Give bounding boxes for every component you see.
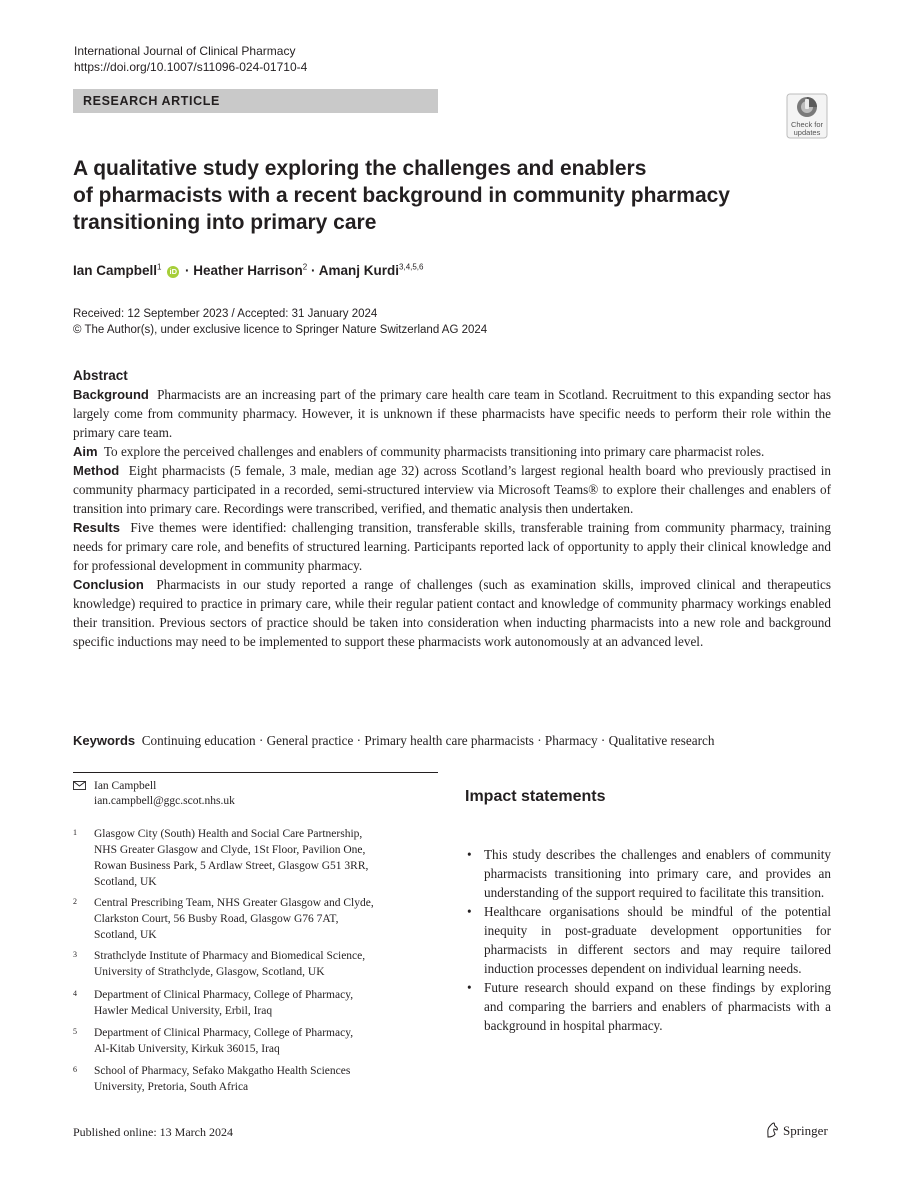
orcid-icon[interactable]: iD: [167, 266, 179, 278]
publisher-name: Springer: [783, 1123, 828, 1138]
article-dates: [73, 306, 487, 338]
affiliation-3: 3 Strathclyde Institute of Pharmacy and Biomedical Science, University of Strathclyde, Glasgow, Scotland, UK: [73, 950, 366, 978]
abstract: [73, 367, 831, 651]
conclusion-label: Conclusion: [73, 577, 144, 592]
impact-item: • Healthcare organisations should be mindful of the potential inequity in post-graduate development opportunities for pharmacists in different sectors and may require tailored induction processes dependent on individual learning needs.: [465, 902, 831, 978]
impact-item: • Future research should expand on these findings by exploring and comparing the barriers and enablers of pharmacists with a background in hospital pharmacy.: [465, 978, 831, 1035]
springer-horse-icon: [765, 1122, 779, 1138]
background-label: Background: [73, 387, 149, 402]
results-label: Results: [73, 520, 120, 535]
keywords-label: Keywords: [73, 733, 136, 748]
abstract-aim: Aim To explore the perceived challenges and enablers of community pharmacists transitioning into primary care pharmacist roles.: [73, 444, 765, 459]
author-affiliation: 2: [302, 262, 308, 272]
affiliation-1: 1 Glasgow City (South) Health and Social Care Partnership, NHS Greater Glasgow and Clyde, 1St Floor, Pavilion One, Rowan Business Park, 5 Ardlaw Street, Glasgow G51 3RR, Scotland, UK: [73, 828, 369, 888]
received-accepted: Received: 12 September 2023 / Accepted: 31 January 2024: [73, 308, 378, 320]
copyright-line: © The Author(s), under exclusive licence to Springer Nature Switzerland AG 2024: [73, 324, 488, 336]
impact-heading: Impact statements: [465, 788, 606, 805]
article-title: A qualitative study exploring the challenges and enablers of pharmacists with a recent background in community pharmacy transitioning into primary care: [73, 157, 730, 234]
doi-link[interactable]: https://doi.org/10.1007/s11096-024-01710-4: [74, 60, 308, 74]
keywords-list: Continuing education · General practice · Primary health care pharmacists · Pharmacy · Qualitative research: [141, 733, 715, 748]
published-date: Published online: 13 March 2024: [73, 1125, 233, 1139]
author-name[interactable]: Heather Harrison: [193, 263, 303, 278]
abstract-results: Results Five themes were identified: challenging transition, transferable skills, transferable training from community pharmacy, training needs for primary care role, and benefits of structured learning. Participants reported lack of opportunity to apply their clinical knowledge and for professional development in community pharmacy.: [73, 520, 831, 573]
check-updates-label: Check for updates: [790, 120, 824, 137]
journal-header: [74, 43, 307, 75]
author-name[interactable]: Ian Campbell: [73, 263, 158, 278]
abstract-conclusion: Conclusion Pharmacists in our study reported a range of challenges (such as examination skills, improved clinical and therapeutics knowledge) required to practice in primary care, while their regular patient contact and knowledge of community pharmacy workings enabled their transition. Previous sectors of practice should be taken into consideration when inducting pharmacists into a new role and background specific inductions may need to be implemented to support these pharmacists work autonomously at an advanced level.: [73, 577, 832, 649]
abstract-heading: Abstract: [73, 368, 128, 383]
corresponding-author: [73, 779, 438, 809]
method-label: Method: [73, 463, 120, 478]
article-type: RESEARCH ARTICLE: [83, 94, 220, 108]
impact-item: • This study describes the challenges and enablers of community pharmacists transitioning into primary care, and provides an understanding of the support required to facilitate this transition.: [465, 845, 831, 902]
abstract-method: Method Eight pharmacists (5 female, 3 male, median age 32) across Scotland’s largest regional health board who previously practised in community pharmacy participated in a recorded, semi-structured interview via Microsoft Teams® to explore their challenges and enablers of transition into primary care. Recordings were transcribed, verified, and thematic analysis then undertaken.: [73, 463, 832, 516]
contact-email[interactable]: ian.campbell@ggc.scot.nhs.uk: [94, 795, 235, 807]
author-list: Ian Campbell$^1$ iD · Heather Harrison$^2$ · Amanj Kurdi$^{3,4,5,6}$: [73, 262, 424, 278]
contact-name: Ian Campbell: [94, 780, 157, 792]
keywords: [73, 731, 843, 750]
article-type-ribbon: [73, 89, 438, 113]
publisher-logo: [765, 1122, 828, 1140]
affiliation-2: 2 Central Prescribing Team, NHS Greater Glasgow and Clyde, Clarkston Court, 56 Busby Road, Glasgow G76 7AT, Scotland, UK: [73, 897, 374, 941]
affiliation-5: 5 Department of Clinical Pharmacy, College of Pharmacy, Al-Kitab University, Kirkuk 36015, Iraq: [73, 1027, 354, 1055]
abstract-background: Background Pharmacists are an increasing part of the primary care health care team in Scotland. Recruitment to this expanding sector has largely come from community pharmacy. However, it is unknown if these pharmacists have specific needs to perform their role within the primary care team.: [73, 387, 832, 440]
impact-list: [465, 845, 831, 1035]
author-name[interactable]: Amanj Kurdi: [318, 263, 400, 278]
author-affiliation: 3,4,5,6: [399, 262, 424, 272]
journal-name: International Journal of Clinical Pharmacy: [74, 44, 296, 58]
affiliation-6: 6 School of Pharmacy, Sefako Makgatho Health Sciences University, Pretoria, South Africa: [73, 1065, 351, 1093]
author-affiliation: 1: [157, 262, 162, 272]
aim-label: Aim: [73, 444, 98, 459]
divider: [73, 772, 438, 773]
affiliation-4: 4 Department of Clinical Pharmacy, College of Pharmacy, Hawler Medical University, Erbil, Iraq: [73, 989, 354, 1017]
